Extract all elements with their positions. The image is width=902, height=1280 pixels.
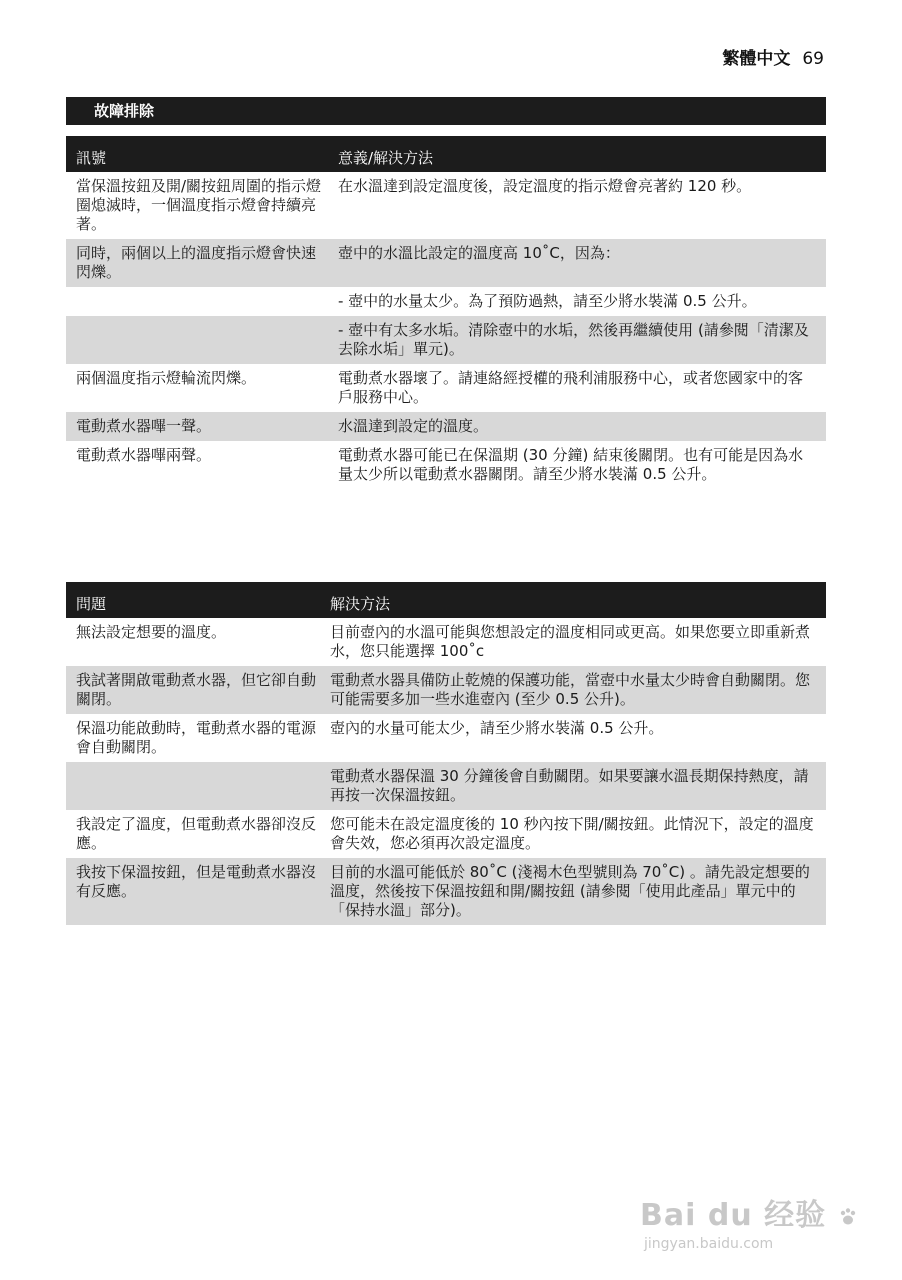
table-header [66,136,826,172]
table-header [66,582,826,618]
watermark-url: jingyan.baidu.com [644,1236,774,1252]
problem-cell: 無法設定想要的溫度。 [76,623,227,641]
meaning-cell: - 壺中有太多水垢。清除壺中的水垢，然後再繼續使用 (請參閱「清潔及去除水垢」單元)。 [338,321,809,358]
solution-cell: 目前壺內的水溫可能與您想設定的溫度相同或更高。如果您要立即重新煮水，您只能選擇 100˚c [330,623,811,660]
column-header-meaning: 意義/解決方法 [338,148,434,167]
solution-cell: 電動煮水器具備防止乾燒的保護功能，當壺中水量太少時會自動關閉。您可能需要多加一些水進壺內 (至少 0.5 公升)。 [330,671,811,708]
problem-cell [66,762,330,810]
page-header [722,44,824,69]
table-row [66,714,826,762]
solution-cell: 壺內的水量可能太少，請至少將水裝滿 0.5 公升。 [330,719,664,737]
signal-cell: 同時，兩個以上的溫度指示燈會快速閃爍。 [76,244,317,281]
table-row [66,762,826,810]
signals-table [66,136,826,489]
solution-cell: 目前的水溫可能低於 80˚C (淺褐木色型號則為 70˚C) 。請先設定想要的溫度，然後按下保溫按鈕和開/關按鈕 (請參閱「使用此產品」單元中的「保持水溫」部分)。 [330,863,810,919]
page-number: 69 [802,49,824,69]
paw-icon [838,1207,858,1227]
signal-cell [66,287,338,316]
baidu-watermark [640,1190,860,1250]
meaning-cell: 壺中的水溫比設定的溫度高 10˚C，因為： [338,244,620,262]
problem-cell: 我設定了溫度，但電動煮水器卻沒反應。 [76,815,317,852]
solution-cell: 電動煮水器保溫 30 分鐘後會自動關閉。如果要讓水溫長期保持熱度，請再按一次保溫按鈕。 [330,767,809,804]
table-row [66,316,826,364]
table-row [66,287,826,316]
column-header-solution: 解決方法 [330,594,391,613]
column-header-problem: 問題 [76,594,107,613]
language-label: 繁體中文 [722,49,791,69]
table-row [66,666,826,714]
table-row [66,810,826,858]
problem-cell: 我試著開啟電動煮水器，但它卻自動關閉。 [76,671,317,708]
problem-cell: 保溫功能啟動時，電動煮水器的電源會自動關閉。 [76,719,317,756]
meaning-cell: 水溫達到設定的溫度。 [338,417,489,435]
signal-cell: 電動煮水器嗶兩聲。 [76,446,212,464]
table-row [66,239,826,287]
signal-cell: 兩個溫度指示燈輪流閃爍。 [76,369,257,387]
signal-cell: 當保溫按鈕及開/關按鈕周圍的指示燈圈熄滅時，一個溫度指示燈會持續亮著。 [76,177,322,233]
table-row [66,172,826,239]
table-row [66,858,826,925]
watermark-logo [640,1190,860,1234]
table-row [66,441,826,489]
table-row [66,364,826,412]
meaning-cell: 電動煮水器可能已在保溫期 (30 分鐘) 結束後關閉。也有可能是因為水量太少所以電動煮水器關閉。請至少將水裝滿 0.5 公升。 [338,446,804,483]
signal-cell: 電動煮水器嗶一聲。 [76,417,212,435]
section-title: 故障排除 [66,97,826,125]
solution-cell: 您可能未在設定溫度後的 10 秒內按下開/關按鈕。此情況下，設定的溫度會失效，您必須再次設定溫度。 [330,815,814,852]
signal-cell [66,316,338,364]
problem-cell: 我按下保溫按鈕，但是電動煮水器沒有反應。 [76,863,317,900]
column-header-signal: 訊號 [76,148,107,167]
table-row [66,618,826,666]
meaning-cell: 在水溫達到設定溫度後，設定溫度的指示燈會亮著約 120 秒。 [338,177,752,195]
watermark-logo-text: Bai du 经验 [640,1198,827,1233]
meaning-cell: 電動煮水器壞了。請連絡經授權的飛利浦服務中心，或者您國家中的客戶服務中心。 [338,369,804,406]
table-row [66,412,826,441]
problems-table [66,582,826,925]
meaning-cell: - 壺中的水量太少。為了預防過熱，請至少將水裝滿 0.5 公升。 [338,292,757,310]
